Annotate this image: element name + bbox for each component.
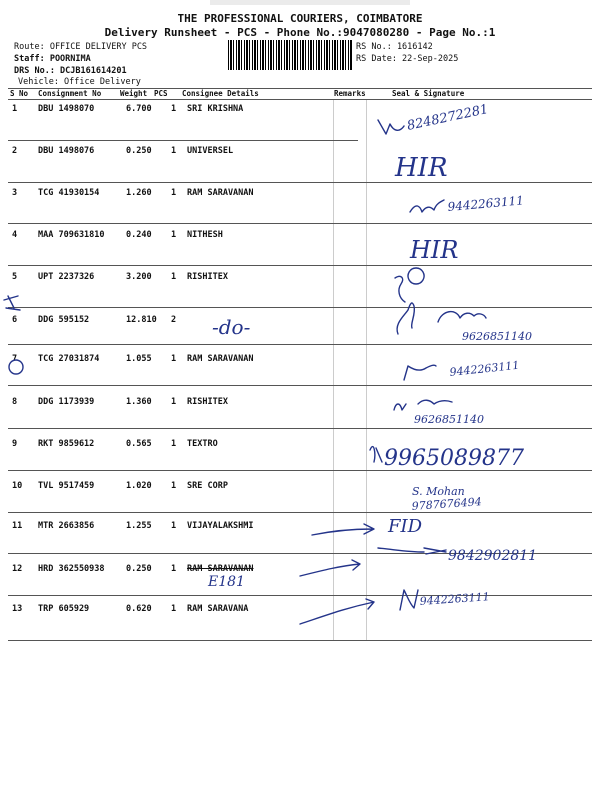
row-weight: 0.565 (126, 439, 152, 449)
col-remarks: Remarks (334, 89, 366, 98)
row-consignment: DDG 1173939 (38, 397, 95, 407)
row-consignment: TRP 605929 (38, 604, 90, 614)
vehicle-label: Vehicle: Office Delivery (18, 77, 141, 87)
row-pcs: 1 (171, 439, 177, 449)
row-consignee: RAM SARAVANAN (187, 188, 254, 198)
row-pcs: 1 (171, 481, 177, 491)
handwritten-phone: 9626851140 (462, 330, 532, 343)
col-seal: Seal & Signature (392, 89, 465, 98)
row-pcs: 1 (171, 272, 177, 282)
row-consignee: VIJAYALAKSHMI (187, 521, 254, 531)
row-sno: 2 (12, 146, 18, 156)
arrow (300, 599, 374, 624)
row-consignee: SRE CORP (187, 481, 228, 491)
runsheet-subtitle: Delivery Runsheet - PCS - Phone No.:9047080280 - Page No.:1 (104, 26, 496, 39)
handwritten-phone: 9442263111 (447, 193, 525, 214)
row-pcs: 1 (171, 521, 177, 531)
row-consignment: MTR 2663856 (38, 521, 95, 531)
row-consignee: RISHITEX (187, 272, 228, 282)
row-consignment: DBU 1498070 (38, 104, 95, 114)
row-consignment: DBU 1498076 (38, 146, 95, 156)
row-pcs: 1 (171, 564, 177, 574)
row-pcs: 1 (171, 354, 177, 364)
handwritten-phone: 8248272281 (405, 102, 490, 134)
route-label: Route: OFFICE DELIVERY PCS (14, 42, 148, 52)
signature-scribble (404, 365, 436, 380)
row-sno: 11 (12, 521, 23, 531)
row-weight: 1.020 (126, 481, 152, 491)
handwritten-phone: 9626851140 (414, 413, 484, 426)
signature-scribble (410, 200, 444, 212)
row-sno: 3 (12, 188, 18, 198)
row-sno: 9 (12, 439, 18, 449)
circled-row-mark (9, 360, 23, 374)
row-consignment: TVL 9517459 (38, 481, 95, 491)
row-weight: 1.360 (126, 397, 152, 407)
arrow (300, 560, 360, 576)
col-details: Consignee Details (182, 89, 259, 98)
cross-out (424, 548, 446, 554)
signature-scribble (370, 447, 382, 462)
row-sno: 6 (12, 315, 18, 325)
signature-scribble (394, 400, 452, 410)
signature-scribble (395, 268, 424, 302)
handwritten-phone: 9787676494 (411, 495, 483, 513)
row-consignee: SRI KRISHNA (187, 104, 244, 114)
row-sno: 4 (12, 230, 18, 240)
row-consignee: NITHESH (187, 230, 223, 240)
handwritten-ditto: -do- (212, 315, 251, 339)
row-weight: 0.250 (126, 146, 152, 156)
handwritten-phone: 9842902811 (448, 548, 538, 564)
row-consignment: TCG 27031874 (38, 354, 100, 364)
row-weight: 12.810 (126, 315, 157, 325)
row-consignment: HRD 362550938 (38, 564, 105, 574)
row-consignee: RAM SARAVANAN (187, 354, 254, 364)
row-consignment: MAA 709631810 (38, 230, 105, 240)
col-weight: Weight (120, 89, 148, 98)
row-consignment: DDG 595152 (38, 315, 90, 325)
row-pcs: 2 (171, 315, 177, 325)
col-sno: S No (10, 89, 29, 98)
signature-scribble (378, 120, 404, 134)
handwritten-phone: 9442263111 (419, 590, 491, 608)
row-weight: 6.700 (126, 104, 152, 114)
arrow (312, 524, 374, 535)
row-weight: 0.250 (126, 564, 152, 574)
row-weight: 3.200 (126, 272, 152, 282)
arrow (378, 548, 424, 552)
rs-number: RS No.: 1616142 (356, 42, 433, 52)
row-weight: 1.255 (126, 521, 152, 531)
row-consignee: TEXTRO (187, 439, 218, 449)
company-title: THE PROFESSIONAL COURIERS, COIMBATORE (177, 12, 423, 25)
row-sno: 10 (12, 481, 23, 491)
row-sno: 5 (12, 272, 18, 282)
handwritten-code: HIR (410, 236, 459, 264)
row-sno: 8 (12, 397, 18, 407)
margin-mark (4, 296, 20, 310)
row-consignee: UNIVERSEL (187, 146, 234, 156)
signature-scribble (397, 303, 414, 334)
col-pcs: PCS (154, 89, 168, 98)
drs-number: DRS No.: DCJB161614201 (14, 66, 127, 76)
row-weight: 0.240 (126, 230, 152, 240)
row-sno: 1 (12, 104, 18, 114)
row-consignee: RISHITEX (187, 397, 228, 407)
row-consignee: RAM SARAVANA (187, 604, 249, 614)
row-consignee: RAM SARAVANAN (187, 564, 254, 574)
handwritten-phone: 9442263111 (448, 358, 520, 379)
row-sno: 7 (12, 354, 18, 364)
row-pcs: 1 (171, 230, 177, 240)
rs-date: RS Date: 22-Sep-2025 (356, 54, 459, 64)
row-consignment: TCG 41930154 (38, 188, 100, 198)
row-consignment: RKT 9859612 (38, 439, 95, 449)
row-sno: 13 (12, 604, 23, 614)
col-consignment: Consignment No (38, 89, 102, 98)
handwritten-note: E181 (208, 574, 245, 590)
staff-label: Staff: POORNIMA (14, 54, 91, 64)
handwritten-code: FID (388, 516, 423, 537)
signature-scribble (438, 312, 486, 322)
row-pcs: 1 (171, 604, 177, 614)
handwritten-name: S. Mohan (412, 485, 465, 498)
handwritten-phone: 9965089877 (384, 446, 524, 471)
handwritten-code: HIR (395, 153, 448, 183)
signature-scribble (400, 590, 418, 610)
row-pcs: 1 (171, 188, 177, 198)
row-pcs: 1 (171, 146, 177, 156)
row-consignment: UPT 2237326 (38, 272, 95, 282)
row-weight: 1.260 (126, 188, 152, 198)
row-sno: 12 (12, 564, 23, 574)
row-pcs: 1 (171, 104, 177, 114)
row-pcs: 1 (171, 397, 177, 407)
row-weight: 0.620 (126, 604, 152, 614)
row-weight: 1.055 (126, 354, 152, 364)
